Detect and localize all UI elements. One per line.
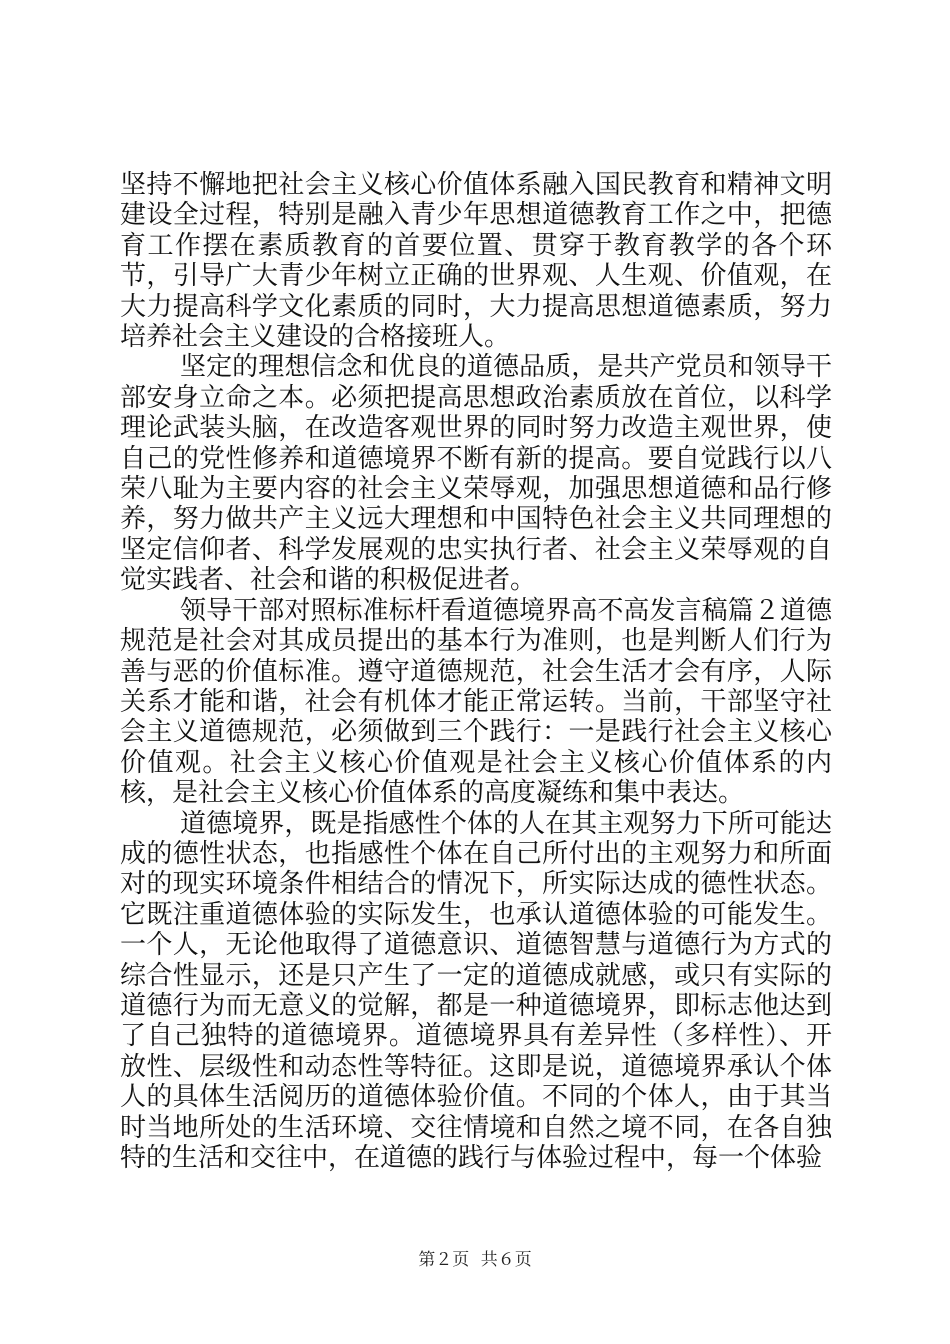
document-body [120, 170, 832, 1173]
paragraph-2: 坚定的理想信念和优良的道德品质，是共产党员和领导干部安身立命之本。必须把提高思想政治素质放在首位，以科学理论武装头脑，在改造客观世界的同时努力改造主观世界，使自己的党性修养和道德境界不断有新的提高。要自觉践行以八荣八耻为主要内容的社会主义荣辱观，加强思想道德和品行修养，努力做共产主义远大理想和中国特色社会主义共同理想的坚定信仰者、科学发展观的忠实执行者、社会主义荣辱观的自觉实践者、社会和谐的积极促进者。 [120, 352, 832, 596]
page-number: 第２页 [418, 1250, 470, 1270]
paragraph-1: 坚持不懈地把社会主义核心价值体系融入国民教育和精神文明建设全过程，特别是融入青少年思想道德教育工作之中，把德育工作摆在素质教育的首要位置、贯穿于教育教学的各个环节，引导广大青少年树立正确的世界观、人生观、价值观，在大力提高科学文化素质的同时，大力提高思想道德素质，努力培养社会主义建设的合格接班人。 [120, 170, 832, 353]
paragraph-4: 道德境界，既是指感性个体的人在其主观努力下所可能达成的德性状态，也指感性个体在自己所付出的主观努力和所面对的现实环境条件相结合的情况下，所实际达成的德性状态。它既注重道德体验的实际发生，也承认道德体验的可能发生。一个人，无论他取得了道德意识、道德智慧与道德行为方式的综合性显示，还是只产生了一定的道德成就感，或只有实际的道德行为而无意义的觉解，都是一种道德境界，即标志他达到了自己独特的道德境界。道德境界具有差异性（多样性）、开放性、层级性和动态性等特征。这即是说，道德境界承认个体人的具体生活阅历的道德体验价值。不同的个体人，由于其当时当地所处的生活环境、交往情境和自然之境不同，在各自独特的生活和交往中，在道德的践行与体验过程中，每一个体验 [120, 808, 832, 1173]
paragraph-3: 领导干部对照标准标杆看道德境界高不高发言稿篇２道德规范是社会对其成员提出的基本行为准则，也是判断人们行为善与恶的价值标准。遵守道德规范，社会生活才会有序，人际关系才能和谐，社会有机体才能正常运转。当前，干部坚守社会主义道德规范，必须做到三个践行：一是践行社会主义核心价值观。社会主义核心价值观是社会主义核心价值体系的内核，是社会主义核心价值体系的高度凝练和集中表达。 [120, 595, 832, 809]
page-total: 共６页 [480, 1250, 532, 1270]
page-footer [0, 1245, 950, 1270]
